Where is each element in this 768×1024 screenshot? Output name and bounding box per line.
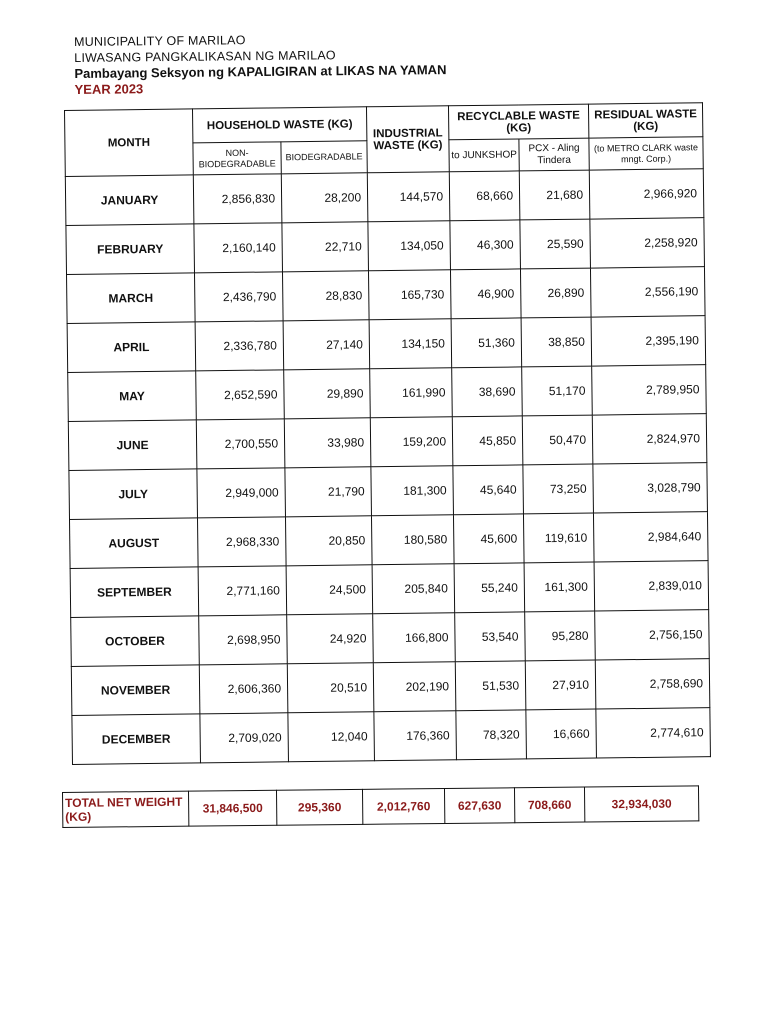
cell-biodegradable: 20,510 xyxy=(287,663,374,713)
cell-pcx: 51,170 xyxy=(522,366,593,416)
cell-biodegradable: 28,200 xyxy=(281,173,368,223)
cell-junkshop: 45,850 xyxy=(452,416,523,466)
cell-biodegradable: 33,980 xyxy=(284,418,371,468)
cell-pcx: 38,850 xyxy=(521,317,592,367)
cell-junkshop: 51,360 xyxy=(451,318,522,368)
table-row xyxy=(68,365,707,422)
cell-pcx: 27,910 xyxy=(525,660,596,710)
cell-residual: 2,824,970 xyxy=(592,414,707,464)
cell-biodegradable: 12,040 xyxy=(288,712,375,762)
cell-month: JUNE xyxy=(68,420,197,471)
table-row xyxy=(71,659,710,716)
cell-non-biodegradable: 2,771,160 xyxy=(198,566,287,616)
table-row xyxy=(67,267,706,324)
cell-pcx: 26,890 xyxy=(520,268,591,318)
cell-non-biodegradable: 2,606,360 xyxy=(199,664,288,714)
cell-industrial: 181,300 xyxy=(371,466,454,516)
total-table xyxy=(62,785,699,828)
year-label: YEAR 2023 xyxy=(74,81,144,97)
cell-industrial: 180,580 xyxy=(371,515,454,565)
table-row xyxy=(71,610,710,667)
header-recyclable: RECYCLABLE WASTE (KG) xyxy=(448,104,588,140)
cell-junkshop: 45,600 xyxy=(453,514,524,564)
table-row xyxy=(68,414,707,471)
cell-industrial: 205,840 xyxy=(372,564,455,614)
cell-pcx: 161,300 xyxy=(524,562,595,612)
cell-residual: 2,758,690 xyxy=(595,659,710,709)
cell-pcx: 119,610 xyxy=(523,513,594,563)
header-residual: RESIDUAL WASTE (KG) xyxy=(588,103,702,138)
total-residual: 32,934,030 xyxy=(584,786,698,822)
header-non-biodegradable: NON-BIODEGRADABLE xyxy=(193,142,281,175)
cell-industrial: 202,190 xyxy=(373,662,456,712)
office-title: LIWASANG PANGKALIKASAN NG MARILAO xyxy=(74,48,336,65)
cell-residual: 2,774,610 xyxy=(596,708,711,758)
cell-pcx: 73,250 xyxy=(523,464,594,514)
header-household: HOUSEHOLD WASTE (KG) xyxy=(192,107,366,143)
total-section xyxy=(62,785,699,828)
total-junkshop: 627,630 xyxy=(444,788,514,824)
table-row xyxy=(72,708,711,765)
cell-non-biodegradable: 2,698,950 xyxy=(199,615,288,665)
cell-non-biodegradable: 2,709,020 xyxy=(200,713,289,763)
total-non-biodegradable: 31,846,500 xyxy=(188,790,276,826)
cell-residual: 2,556,190 xyxy=(590,267,705,317)
cell-non-biodegradable: 2,968,330 xyxy=(197,517,286,567)
header-industrial: INDUSTRIAL WASTE (KG) xyxy=(366,106,449,173)
total-label: TOTAL NET WEIGHT (KG) xyxy=(63,791,189,827)
table-header xyxy=(65,103,704,177)
header-pcx: PCX - Aling Tindera xyxy=(519,138,589,171)
cell-industrial: 134,150 xyxy=(369,319,452,369)
header-residual-note: (to METRO CLARK waste mngt. Corp.) xyxy=(589,137,703,170)
cell-industrial: 144,570 xyxy=(367,172,450,222)
cell-pcx: 50,470 xyxy=(522,415,593,465)
cell-junkshop: 45,640 xyxy=(453,465,524,515)
cell-month: SEPTEMBER xyxy=(70,567,199,618)
cell-residual: 3,028,790 xyxy=(593,463,708,513)
cell-month: OCTOBER xyxy=(71,616,200,667)
cell-month: JULY xyxy=(69,469,198,520)
header-biodegradable: BIODEGRADABLE xyxy=(281,141,367,174)
cell-industrial: 159,200 xyxy=(370,417,453,467)
total-biodegradable: 295,360 xyxy=(276,789,362,825)
table-row xyxy=(70,561,709,618)
cell-residual: 2,789,950 xyxy=(592,365,707,415)
waste-table-sheet xyxy=(64,102,711,765)
cell-junkshop: 53,540 xyxy=(455,612,526,662)
cell-residual: 2,258,920 xyxy=(590,218,705,268)
cell-month: AUGUST xyxy=(70,518,199,569)
cell-industrial: 161,990 xyxy=(370,368,453,418)
cell-pcx: 21,680 xyxy=(519,170,590,220)
cell-industrial: 176,360 xyxy=(374,711,457,761)
section-title: Pambayang Seksyon ng KAPALIGIRAN at LIKAS NA YAMAN xyxy=(74,62,447,81)
waste-table xyxy=(64,102,711,765)
municipality-title: MUNICIPALITY OF MARILAO xyxy=(74,33,246,49)
header-junkshop: to JUNKSHOP xyxy=(449,139,519,172)
cell-non-biodegradable: 2,160,140 xyxy=(194,223,283,273)
cell-residual: 2,395,190 xyxy=(591,316,706,366)
cell-biodegradable: 21,790 xyxy=(285,467,372,517)
cell-biodegradable: 24,920 xyxy=(287,614,374,664)
header-month: MONTH xyxy=(65,109,194,177)
cell-non-biodegradable: 2,856,830 xyxy=(193,174,282,224)
cell-month: FEBRUARY xyxy=(66,224,195,275)
total-pcx: 708,660 xyxy=(514,787,584,823)
document-header xyxy=(74,30,447,98)
cell-junkshop: 78,320 xyxy=(456,710,527,760)
cell-industrial: 165,730 xyxy=(368,270,451,320)
cell-residual: 2,756,150 xyxy=(595,610,710,660)
table-row xyxy=(66,218,705,275)
cell-biodegradable: 27,140 xyxy=(283,320,370,370)
cell-junkshop: 46,300 xyxy=(450,220,521,270)
cell-residual: 2,984,640 xyxy=(593,512,708,562)
cell-junkshop: 51,530 xyxy=(455,661,526,711)
cell-pcx: 95,280 xyxy=(525,611,596,661)
cell-biodegradable: 28,830 xyxy=(282,271,369,321)
cell-month: APRIL xyxy=(67,322,196,373)
cell-non-biodegradable: 2,949,000 xyxy=(197,468,286,518)
cell-month: NOVEMBER xyxy=(71,665,200,716)
cell-biodegradable: 22,710 xyxy=(282,222,369,272)
table-row xyxy=(65,169,704,226)
cell-industrial: 134,050 xyxy=(368,221,451,271)
cell-pcx: 16,660 xyxy=(526,709,597,759)
cell-biodegradable: 29,890 xyxy=(284,369,371,419)
cell-month: DECEMBER xyxy=(72,714,201,765)
table-row xyxy=(70,512,709,569)
cell-non-biodegradable: 2,652,590 xyxy=(196,370,285,420)
cell-junkshop: 46,900 xyxy=(450,269,521,319)
cell-non-biodegradable: 2,436,790 xyxy=(195,272,284,322)
cell-junkshop: 38,690 xyxy=(452,367,523,417)
total-industrial: 2,012,760 xyxy=(362,788,444,824)
cell-junkshop: 68,660 xyxy=(449,171,520,221)
table-row xyxy=(69,463,708,520)
cell-month: MARCH xyxy=(67,273,196,324)
cell-month: MAY xyxy=(68,371,197,422)
cell-non-biodegradable: 2,700,550 xyxy=(196,419,285,469)
table-body xyxy=(65,169,710,765)
cell-biodegradable: 20,850 xyxy=(285,516,372,566)
table-row xyxy=(67,316,706,373)
cell-non-biodegradable: 2,336,780 xyxy=(195,321,284,371)
cell-month: JANUARY xyxy=(65,175,194,226)
cell-residual: 2,966,920 xyxy=(589,169,704,219)
total-row xyxy=(63,786,699,828)
cell-junkshop: 55,240 xyxy=(454,563,525,613)
cell-industrial: 166,800 xyxy=(373,613,456,663)
cell-residual: 2,839,010 xyxy=(594,561,709,611)
cell-pcx: 25,590 xyxy=(520,219,591,269)
cell-biodegradable: 24,500 xyxy=(286,565,373,615)
